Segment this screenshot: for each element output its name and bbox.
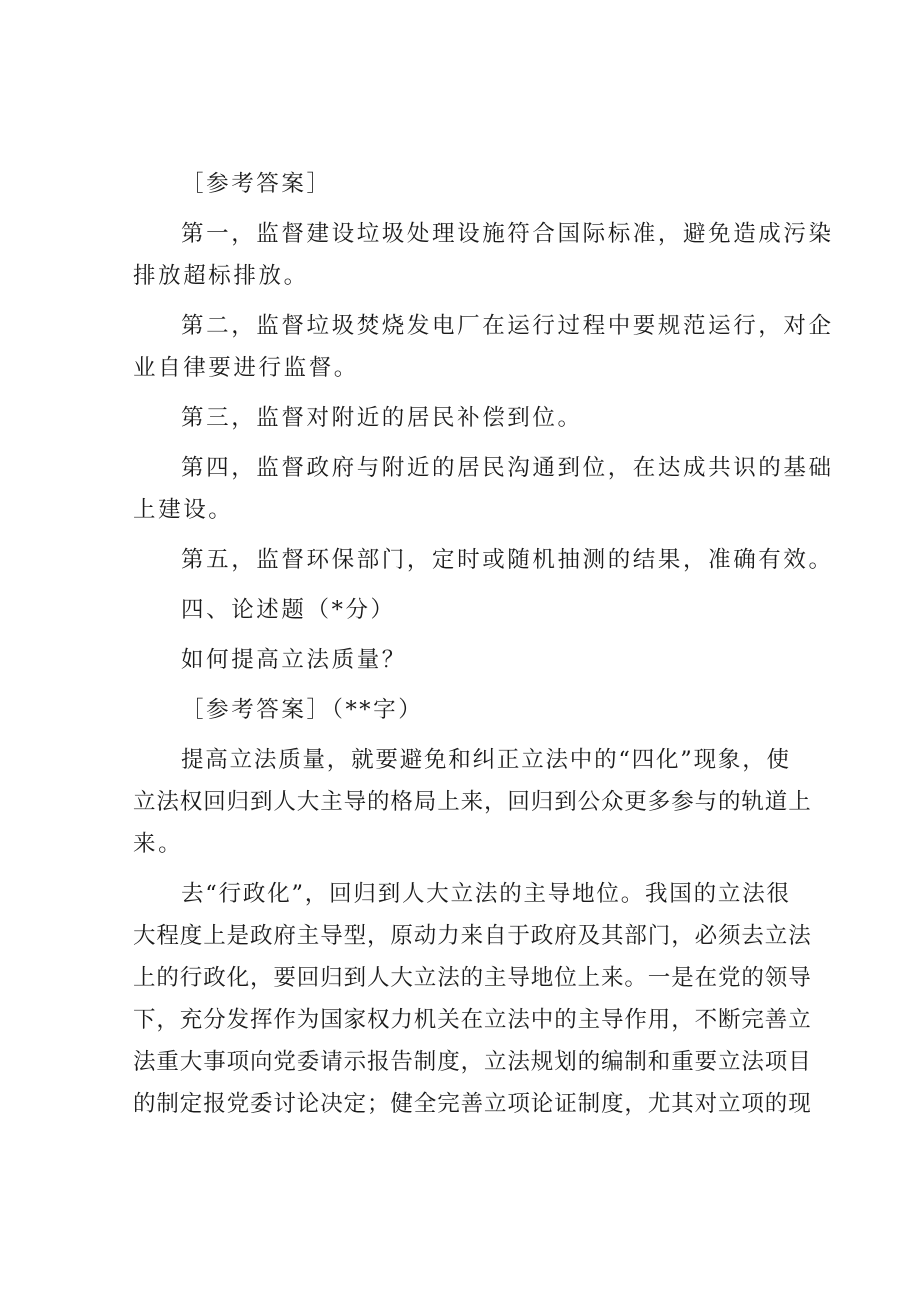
para-2-line-5: 法重大事项向党委请示报告制度，立法规划的编制和重要立法项目 <box>133 1049 812 1075</box>
para-2-line-1: 去“行政化”，回归到人大立法的主导地位。我国的立法很 <box>181 881 791 907</box>
question-text: 如何提高立法质量？ <box>181 647 407 673</box>
point-3-line-1: 第三，监督对附近的居民补偿到位。 <box>181 405 583 431</box>
point-1-line-1: 第一，监督建设垃圾处理设施符合国际标准，避免造成污染 <box>181 221 834 247</box>
answer-label-2: ［参考答案］（**字） <box>181 697 424 723</box>
para-2-line-6: 的制定报党委讨论决定；健全完善立项论证制度，尤其对立项的现 <box>133 1091 812 1117</box>
para-2-line-2: 大程度上是政府主导型，原动力来自于政府及其部门，必须去立法 <box>133 923 812 949</box>
point-2-line-2: 业自律要进行监督。 <box>133 355 359 381</box>
para-2-line-3: 上的行政化，要回归到人大立法的主导地位上来。一是在党的领导 <box>133 965 812 991</box>
point-2-line-1: 第二，监督垃圾焚烧发电厂在运行过程中要规范运行，对企 <box>181 313 834 339</box>
point-4-line-1: 第四，监督政府与附近的居民沟通到位，在达成共识的基础 <box>181 455 834 481</box>
para-1-line-1: 提高立法质量，就要避免和纠正立法中的“四化”现象，使 <box>181 747 791 773</box>
para-2-line-4: 下，充分发挥作为国家权力机关在立法中的主导作用，不断完善立 <box>133 1007 812 1033</box>
point-5-line-1: 第五，监督环保部门，定时或随机抽测的结果，准确有效。 <box>181 547 834 573</box>
para-1-line-3: 来。 <box>133 831 184 857</box>
section-heading: 四、论述题（*分） <box>181 597 396 623</box>
para-1-line-2: 立法权回归到人大主导的格局上来，回归到公众更多参与的轨道上 <box>133 789 812 815</box>
answer-label-1: ［参考答案］ <box>181 171 332 197</box>
point-4-line-2: 上建设。 <box>133 497 234 523</box>
point-1-line-2: 排放超标排放。 <box>133 263 309 289</box>
